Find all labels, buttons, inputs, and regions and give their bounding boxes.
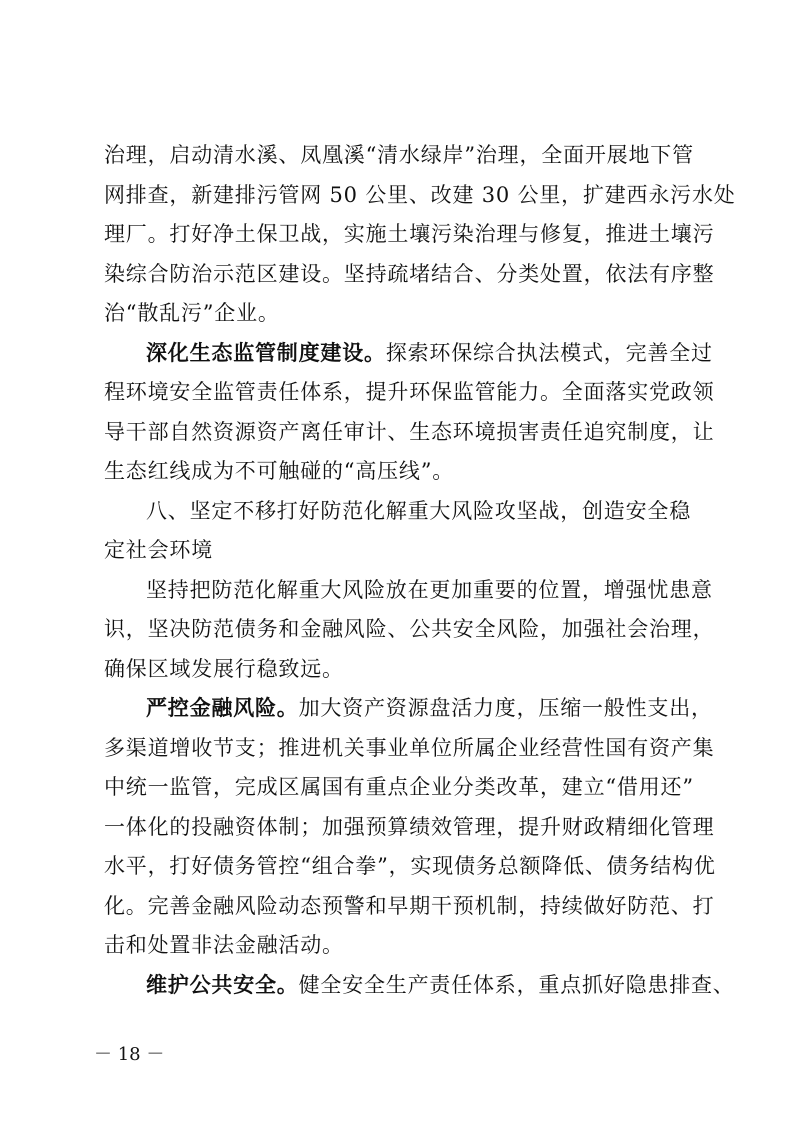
- ecology-lead: 深化生态监管制度建设。: [146, 341, 386, 365]
- paragraph-line: 识，坚决防范债务和金融风险、公共安全风险，加强社会治理，: [104, 617, 715, 641]
- safety-paragraph-first-line: [146, 970, 735, 1000]
- paragraph-line: 化。完善金融风险动态预警和早期干预机制，持续做好防范、打: [104, 894, 715, 918]
- safety-lead: 维护公共安全。: [146, 973, 299, 997]
- section-heading-line: 八、坚定不移打好防范化解重大风险攻坚战，创造安全稳: [146, 499, 691, 523]
- ecology-paragraph-first-line: [146, 338, 713, 368]
- paragraph-line: 水平，打好债务管控“组合拳”，实现债务总额降低、债务结构优: [104, 854, 716, 878]
- paragraph-line: 导干部自然资源资产离任审计、生态环境损害责任追究制度，让: [104, 420, 715, 444]
- section-heading-line: 定社会环境: [104, 538, 213, 562]
- finance-first-line-text: 加大资产资源盘活力度，压缩一般性支出，: [298, 696, 713, 720]
- ecology-first-line-text: 探索环保综合执法模式，完善全过: [385, 341, 713, 365]
- paragraph-line: 多渠道增收节支；推进机关事业单位所属企业经营性国有资产集: [104, 736, 715, 760]
- paragraph-line: 理厂。打好净土保卫战，实施土壤污染治理与修复，推进土壤污: [104, 222, 715, 246]
- paragraph-line: 生态红线成为不可触碰的“高压线”。: [104, 459, 455, 483]
- paragraph-line: 一体化的投融资体制；加强预算绩效管理，提升财政精细化管理: [104, 815, 715, 839]
- finance-paragraph-first-line: [146, 693, 713, 723]
- paragraph-line: 治“散乱污”企业。: [104, 301, 280, 325]
- paragraph-line: 坚持把防范化解重大风险放在更加重要的位置，增强忧患意: [146, 578, 713, 602]
- safety-first-line-text: 健全安全生产责任体系，重点抓好隐患排查、: [298, 973, 735, 997]
- finance-lead: 严控金融风险。: [146, 696, 299, 720]
- paragraph-line: 确保区域发展行稳致远。: [104, 657, 344, 681]
- paragraph-line: 击和处置非法金融活动。: [104, 933, 344, 957]
- page-number: － 18 －: [94, 1044, 165, 1065]
- paragraph-line: 治理，启动清水溪、凤凰溪“清水绿岸”治理，全面开展地下管: [104, 143, 694, 167]
- paragraph-line: 网排查，新建排污管网 50 公里、改建 30 公里，扩建西永污水处: [104, 183, 736, 207]
- paragraph-line: 染综合防治示范区建设。坚持疏堵结合、分类处置，依法有序整: [104, 262, 715, 286]
- paragraph-line: 中统一监管，完成区属国有重点企业分类改革，建立“借用还”: [104, 775, 694, 799]
- paragraph-line: 程环境安全监管责任体系，提升环保监管能力。全面落实党政领: [104, 380, 715, 404]
